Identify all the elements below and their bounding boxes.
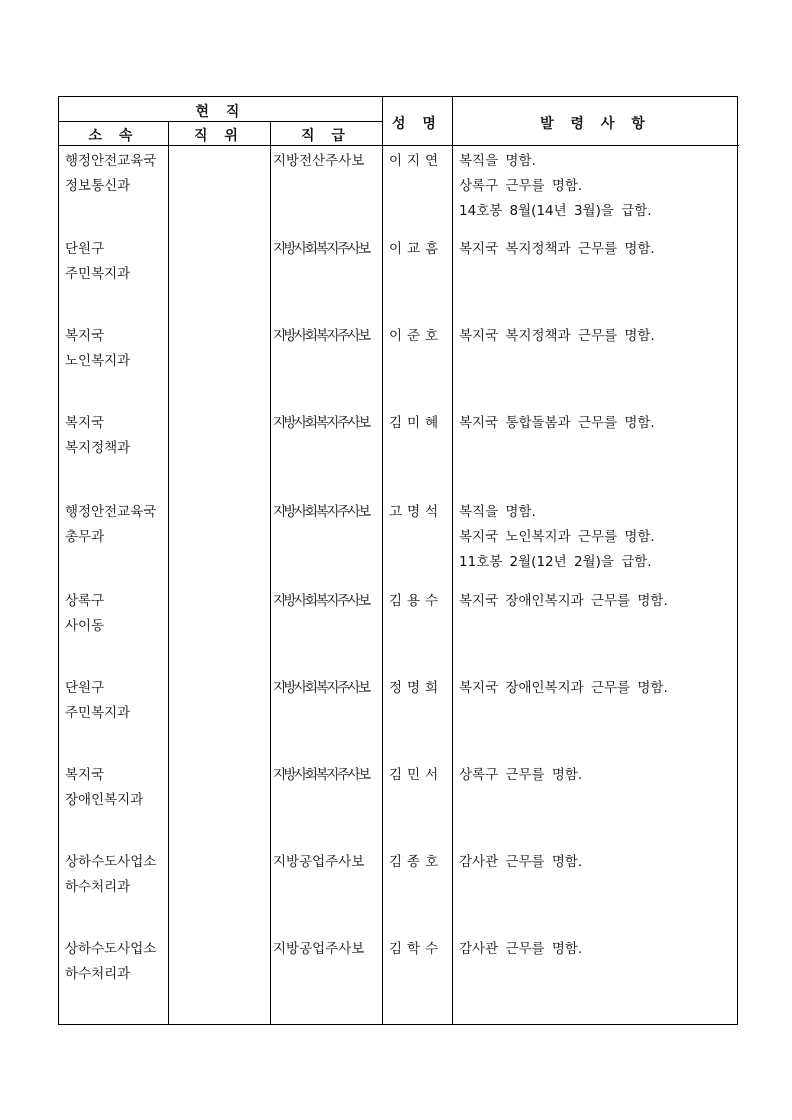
- dept-cell: [65, 589, 165, 639]
- grade-cell: 지방사회복지주사보: [273, 328, 369, 344]
- dept-line: 장애인복지과: [65, 792, 144, 808]
- dept-line: 총무과: [65, 529, 105, 545]
- action-line: 감사관 근무를 명함.: [459, 941, 583, 957]
- action-line: 복직을 명함.: [459, 504, 536, 520]
- action-line: 복지국 노인복지과 근무를 명함.: [459, 529, 655, 545]
- name-cell: 이교흠: [389, 241, 444, 257]
- name-cell: 김미혜: [389, 415, 444, 431]
- name-cell: 김종호: [389, 854, 444, 870]
- dept-cell: [65, 411, 165, 461]
- dept-line: 사이동: [65, 618, 105, 634]
- action-cell: [459, 324, 735, 349]
- grade-cell: 지방사회복지주사보: [273, 241, 369, 257]
- dept-line: 상록구: [65, 593, 105, 609]
- grade-cell: 지방사회복지주사보: [273, 680, 369, 696]
- dept-line: 노인복지과: [65, 353, 131, 369]
- dept-line: 주민복지과: [65, 266, 131, 282]
- action-line: 복지국 복지정책과 근무를 명함.: [459, 241, 655, 257]
- action-cell: [459, 676, 735, 701]
- action-cell: [459, 500, 735, 575]
- action-line: 11호봉 2월(12년 2월)을 급함.: [459, 554, 652, 570]
- personnel-order-table: [58, 96, 738, 1025]
- name-cell: 김민서: [389, 767, 444, 783]
- action-cell: [459, 237, 735, 262]
- name-cell: 김학수: [389, 941, 444, 957]
- action-cell: [459, 411, 735, 436]
- dept-line: 복지국: [65, 328, 105, 344]
- dept-line: 상하수도사업소: [65, 854, 157, 870]
- dept-cell: [65, 324, 165, 374]
- dept-cell: [65, 937, 165, 987]
- action-line: 상록구 근무를 명함.: [459, 767, 583, 783]
- dept-line: 행정안전교육국: [65, 504, 157, 520]
- dept-cell: [65, 676, 165, 726]
- header-bottom-line: [59, 145, 739, 146]
- action-line: 복지국 장애인복지과 근무를 명함.: [459, 680, 668, 696]
- grade-cell: 지방사회복지주사보: [273, 593, 369, 609]
- dept-cell: [65, 237, 165, 287]
- dept-cell: [65, 763, 165, 813]
- divider-name-action: [452, 97, 453, 1024]
- action-cell: [459, 850, 735, 875]
- action-cell: [459, 589, 735, 614]
- grade-cell: 지방사회복지주사보: [273, 767, 369, 783]
- dept-line: 복지정책과: [65, 440, 131, 456]
- header-grade: 직 급: [301, 128, 351, 144]
- action-line: 복지국 통합돌봄과 근무를 명함.: [459, 415, 655, 431]
- action-line: 감사관 근무를 명함.: [459, 854, 583, 870]
- divider-position-grade: [270, 121, 271, 1024]
- dept-line: 주민복지과: [65, 705, 131, 721]
- action-line: 14호봉 8월(14년 3월)을 급함.: [459, 203, 652, 219]
- action-line: 복지국 복지정책과 근무를 명함.: [459, 328, 655, 344]
- header-group-line: [59, 121, 382, 122]
- header-current-group: 현 직: [195, 104, 246, 120]
- name-cell: 김용수: [389, 593, 444, 609]
- name-cell: 이지연: [389, 153, 444, 169]
- dept-cell: [65, 149, 165, 199]
- name-cell: 이준호: [389, 328, 444, 344]
- dept-cell: [65, 500, 165, 550]
- header-action: 발 령 사 항: [540, 116, 651, 132]
- dept-line: 복지국: [65, 415, 105, 431]
- action-line: 복지국 장애인복지과 근무를 명함.: [459, 593, 668, 609]
- header-dept: 소 속: [88, 128, 139, 144]
- grade-cell: 지방전산주사보: [273, 153, 365, 169]
- dept-line: 단원구: [65, 241, 105, 257]
- dept-line: 하수처리과: [65, 966, 131, 982]
- grade-cell: 지방사회복지주사보: [273, 504, 369, 520]
- divider-dept-position: [168, 121, 169, 1024]
- name-cell: 정명희: [389, 680, 444, 696]
- action-line: 복직을 명함.: [459, 153, 536, 169]
- header-position: 직 위: [194, 128, 244, 144]
- action-cell: [459, 937, 735, 962]
- dept-line: 하수처리과: [65, 879, 131, 895]
- dept-line: 복지국: [65, 767, 105, 783]
- action-cell: [459, 149, 735, 224]
- grade-cell: 지방공업주사보: [273, 941, 365, 957]
- dept-line: 정보통신과: [65, 178, 131, 194]
- dept-cell: [65, 850, 165, 900]
- dept-line: 상하수도사업소: [65, 941, 157, 957]
- action-line: 상록구 근무를 명함.: [459, 178, 583, 194]
- dept-line: 단원구: [65, 680, 105, 696]
- name-cell: 고명석: [389, 504, 444, 520]
- action-cell: [459, 763, 735, 788]
- grade-cell: 지방공업주사보: [273, 854, 365, 870]
- header-name: 성 명: [392, 116, 442, 132]
- dept-line: 행정안전교육국: [65, 153, 157, 169]
- grade-cell: 지방사회복지주사보: [273, 415, 369, 431]
- divider-grade-name: [382, 97, 383, 1024]
